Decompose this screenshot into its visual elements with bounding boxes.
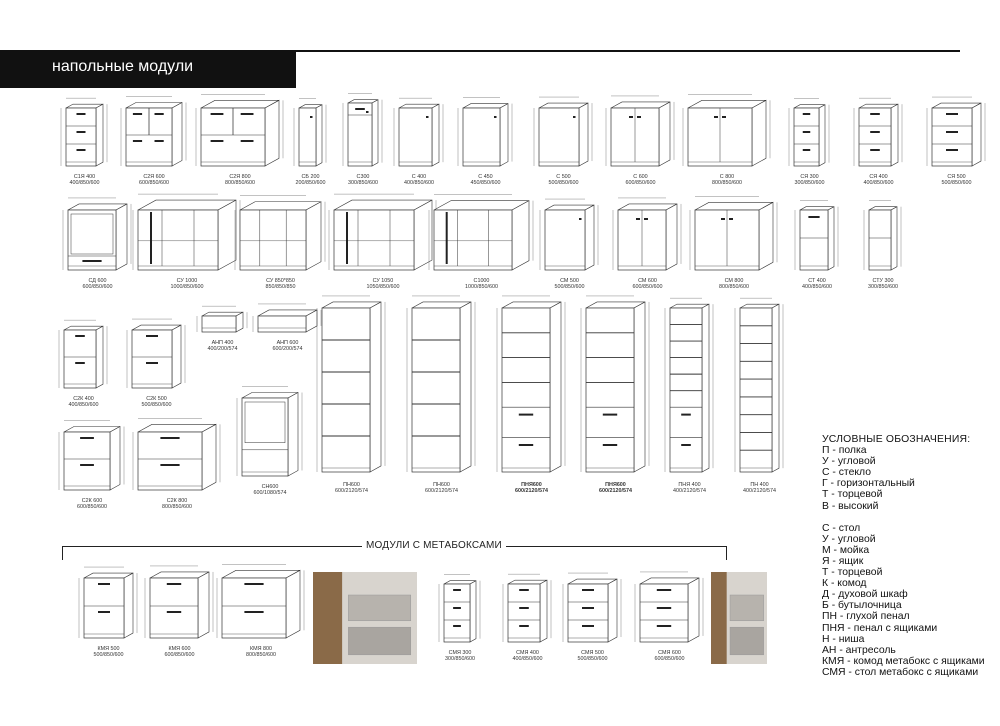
- module-name: ПН600: [433, 482, 450, 488]
- module-c2k800: [133, 418, 220, 510]
- module-ctu300: [864, 201, 901, 290]
- module-size: 1000/850/600: [170, 284, 204, 290]
- module-cmya500: [563, 573, 621, 662]
- module-size: 800/850/600: [246, 652, 276, 658]
- module-c400: [394, 98, 443, 186]
- module-c2k600: [59, 421, 124, 511]
- module-name: С1000: [473, 278, 490, 284]
- module-size: 600/850/600: [164, 652, 195, 658]
- module-pn400: [735, 298, 783, 494]
- module-name: СБ 200: [301, 174, 320, 180]
- module-name: СМЯ 600: [658, 650, 681, 656]
- module-name: С 500: [556, 174, 571, 180]
- module-size: 600/850/600: [139, 180, 169, 186]
- module-pn600a: [317, 296, 385, 494]
- legend-item: КМЯ - комод метабокс с ящиками: [822, 655, 985, 667]
- module-cb200: [294, 99, 326, 186]
- legend-item: Г - горизонтальный: [822, 478, 915, 490]
- module-size: 300/850/600: [868, 284, 898, 290]
- metabox-rule-left: [62, 546, 63, 560]
- module-name: С2Я 600: [143, 174, 165, 180]
- module-size: 400/850/600: [802, 284, 832, 290]
- legend-item: Т - торцевой: [822, 567, 883, 579]
- module-c2k500: [127, 319, 185, 408]
- legend-item: ПНЯ - пенал с ящиками: [822, 622, 938, 634]
- module-name: ПН 400: [750, 482, 769, 488]
- module-c2r800: [196, 94, 283, 186]
- module-size: 200/850/600: [295, 180, 326, 186]
- module-name: КМЯ 600: [168, 646, 191, 652]
- module-name: С2К 800: [166, 498, 188, 504]
- module-c2k400: [59, 320, 107, 408]
- module-name: ПНЯ600: [521, 482, 542, 488]
- module-cm500: [540, 199, 598, 290]
- module-cu1000: [133, 194, 240, 290]
- legend-group-cabinet-types: [822, 445, 985, 512]
- module-name: С2К 400: [73, 396, 94, 402]
- module-cd600: [63, 198, 131, 290]
- module-pnya400: [665, 298, 713, 494]
- module-name: С2К 500: [146, 396, 167, 402]
- module-size: 500/850/600: [93, 652, 124, 658]
- module-size: 400/850/600: [512, 656, 543, 662]
- module-name: СМ 500: [560, 278, 579, 284]
- page-title: напольные модули: [52, 58, 194, 75]
- module-c500: [534, 97, 592, 186]
- legend-item: ПН - глухой пенал: [822, 611, 910, 623]
- module-cya400: [854, 98, 902, 186]
- module-name: СМЯ 300: [448, 650, 472, 656]
- module-size: 600/850/600: [77, 504, 107, 510]
- module-size: 600/2120/574: [425, 488, 458, 494]
- legend-item: Я - ящик: [822, 555, 864, 567]
- module-cn600: [237, 387, 302, 497]
- legend-item: М - мойка: [822, 544, 870, 556]
- module-size: 600/2120/574: [515, 488, 548, 494]
- module-cya500: [927, 97, 985, 186]
- module-c450: [458, 98, 512, 186]
- legend-group-module-types: [822, 523, 985, 678]
- module-size: 1050/850/600: [366, 284, 400, 290]
- legend-item: У - угловой: [822, 456, 876, 468]
- module-cya300: [789, 99, 829, 186]
- module-size: 800/850/600: [162, 504, 192, 510]
- module-c2r600: [121, 97, 186, 187]
- module-name: СТ 400: [808, 278, 826, 284]
- module-name: СУ 850*850: [266, 278, 295, 284]
- module-anp600: [253, 304, 321, 352]
- module-size: 500/850/600: [141, 402, 172, 408]
- module-size: 400/850/600: [68, 402, 99, 408]
- module-size: 400/850/600: [69, 180, 100, 186]
- module-name: С1Я 400: [73, 174, 96, 180]
- module-name: СМ 800: [724, 278, 744, 284]
- metabox-rule-right: [726, 546, 727, 560]
- module-name: СУ 1000: [176, 278, 198, 284]
- module-name: АНП 600: [276, 340, 299, 346]
- module-anp400: [197, 306, 247, 352]
- module-size: 450/850/600: [470, 180, 501, 186]
- module-name: С 450: [478, 174, 493, 180]
- legend-item: П - полка: [822, 445, 867, 457]
- module-size: 500/850/600: [554, 284, 585, 290]
- metabox-photo-2: [711, 572, 767, 664]
- module-size: 600/850/600: [625, 180, 656, 186]
- module-size: 800/850/600: [225, 180, 255, 186]
- legend-item: У - угловой: [822, 533, 876, 545]
- module-size: 300/850/600: [794, 180, 825, 186]
- module-size: 600/850/600: [82, 284, 113, 290]
- module-size: 600/200/574: [272, 346, 303, 352]
- module-name: СЯ 300: [800, 174, 819, 180]
- module-name: С2К 600: [81, 498, 103, 504]
- module-size: 400/2120/574: [743, 488, 776, 494]
- legend: [822, 434, 985, 678]
- module-cu850: [235, 196, 325, 290]
- module-size: 400/200/574: [207, 346, 238, 352]
- module-c1000: [429, 195, 533, 290]
- module-size: 850/850/850: [265, 284, 296, 290]
- module-name: СМЯ 400: [516, 650, 539, 656]
- module-cmya600: [635, 572, 703, 662]
- module-name: КМЯ 500: [97, 646, 120, 652]
- module-size: 600/850/600: [654, 656, 685, 662]
- module-kmya600: [145, 566, 213, 658]
- module-pnya600a: [497, 296, 565, 494]
- module-c600: [606, 96, 674, 186]
- module-size: 300/850/600: [348, 180, 378, 186]
- module-name: ПНЯ600: [605, 482, 626, 488]
- module-name: СД 600: [88, 278, 107, 284]
- legend-title: УСЛОВНЫЕ ОБОЗНАЧЕНИЯ:: [822, 434, 971, 445]
- module-kmya800: [217, 564, 304, 658]
- module-name: АНП 400: [211, 340, 234, 346]
- module-pnya600b: [581, 296, 649, 494]
- module-size: 600/2120/574: [599, 488, 632, 494]
- module-size: 800/850/600: [712, 180, 742, 186]
- module-name: СУ 1050: [372, 278, 394, 284]
- module-size: 600/1080/574: [253, 490, 287, 496]
- legend-item: В - высокий: [822, 500, 879, 512]
- module-size: 500/850/600: [941, 180, 972, 186]
- module-name: СМ 600: [638, 278, 657, 284]
- module-name: СЯ 400: [869, 174, 888, 180]
- module-name: СЯ 500: [947, 174, 966, 180]
- module-size: 400/850/600: [863, 180, 894, 186]
- module-name: С2Я 800: [229, 174, 251, 180]
- module-c1r400: [61, 98, 107, 186]
- legend-item: Д - духовой шкаф: [822, 589, 908, 601]
- module-name: СТУ 300: [872, 278, 894, 284]
- module-name: СН600: [261, 484, 279, 490]
- module-size: 600/2120/574: [335, 488, 368, 494]
- module-size: 500/850/600: [577, 656, 608, 662]
- module-size: 400/850/600: [404, 180, 434, 186]
- module-size: 800/850/600: [719, 284, 749, 290]
- module-c800: [683, 94, 770, 186]
- metabox-photo-1: [313, 572, 417, 664]
- legend-item: Т - торцевой: [822, 489, 883, 501]
- legend-item: Н - ниша: [822, 633, 865, 645]
- module-ct400: [795, 201, 838, 290]
- legend-item: С - стол: [822, 522, 861, 534]
- module-kmya500: [79, 567, 137, 658]
- module-name: ПНЯ 400: [678, 482, 701, 488]
- module-name: С 600: [633, 174, 648, 180]
- module-cmya300: [439, 575, 480, 662]
- module-name: СМЯ 500: [581, 650, 604, 656]
- module-size: 500/850/600: [548, 180, 579, 186]
- module-cu1050: [329, 194, 436, 290]
- module-size: 600/850/600: [632, 284, 663, 290]
- module-name: С300: [356, 174, 370, 180]
- module-name: ПН600: [343, 482, 360, 488]
- module-name: С 800: [719, 174, 735, 180]
- legend-item: СМЯ - стол метабокс с ящиками: [822, 666, 979, 678]
- module-size: 1000/850/600: [465, 284, 498, 290]
- legend-item: К - комод: [822, 578, 867, 590]
- module-size: 300/850/600: [445, 656, 475, 662]
- module-size: 400/2120/574: [673, 488, 706, 494]
- module-cm600: [613, 198, 681, 290]
- module-name: КМЯ 800: [249, 646, 273, 652]
- legend-item: Б - бутылочница: [822, 600, 902, 612]
- module-c300: [343, 94, 382, 186]
- module-name: С 400: [411, 174, 427, 180]
- metabox-section-title: МОДУЛИ С МЕТАБОКСАМИ: [362, 540, 506, 551]
- module-cmya400: [503, 574, 551, 662]
- module-pn600b: [407, 296, 475, 494]
- module-cm800: [690, 196, 777, 290]
- legend-item: С - стекло: [822, 467, 871, 479]
- legend-item: АН - антресоль: [822, 644, 896, 656]
